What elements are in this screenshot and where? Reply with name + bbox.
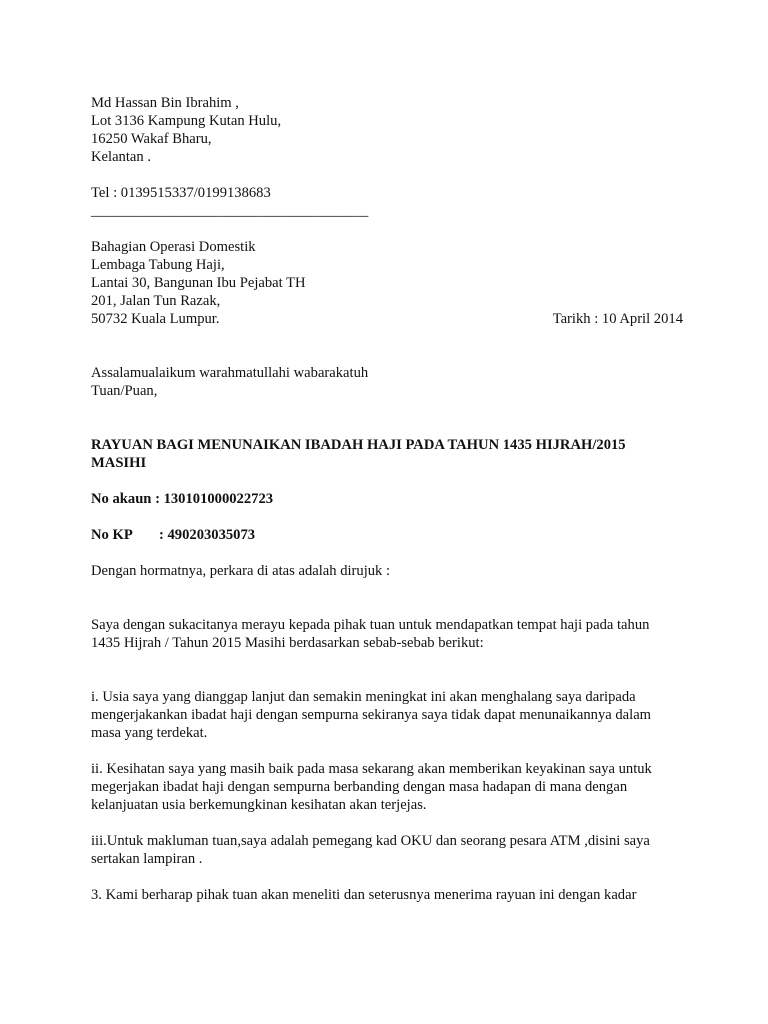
body-paragraph-5	[91, 886, 671, 904]
account-number: No akaun : 130101000022723	[91, 491, 274, 507]
sender-block	[91, 94, 671, 220]
paragraph-line: megerjakan ibadat haji dengan sempurna berbanding dengan masa hadapan di mana dengan	[91, 779, 628, 795]
salam-greeting: Assalamualaikum warahmatullahi wabarakatuh	[91, 365, 369, 381]
recipient-line: 50732 Kuala Lumpur.	[91, 311, 220, 327]
paragraph-line: ii. Kesihatan saya yang masih baik pada masa sekarang akan memberikan keyakinan saya untuk	[91, 761, 652, 777]
sender-telephone: Tel : 0139515337/0199138683	[91, 185, 271, 201]
letter-date: Tarikh : 10 April 2014	[552, 311, 683, 327]
subject-title-continued: MASIHI	[91, 455, 147, 471]
sender-address-line: Lot 3136 Kampung Kutan Hulu,	[91, 113, 282, 129]
body-paragraph-3	[91, 760, 671, 814]
paragraph-line: mengerjakankan ibadat haji dengan sempurna sekiranya saya tidak dapat menunaikannya dalam	[91, 707, 652, 723]
body-paragraph-4	[91, 832, 671, 868]
paragraph-line: 1435 Hijrah / Tahun 2015 Masihi berdasarkan sebab-sebab berikut:	[91, 635, 484, 651]
intro-paragraph: Dengan hormatnya, perkara di atas adalah dirujuk :	[91, 563, 391, 579]
letter-document	[91, 94, 683, 904]
recipient-line: Lantai 30, Bangunan Ibu Pejabat TH	[91, 275, 306, 291]
paragraph-line: 3. Kami berharap pihak tuan akan meneliti dan seterusnya menerima rayuan ini dengan kadar	[91, 887, 637, 903]
recipient-line: 201, Jalan Tun Razak,	[91, 293, 221, 309]
paragraph-line: iii.Untuk makluman tuan,saya adalah pemegang kad OKU dan seorang pesara ATM ,disini saya	[91, 833, 650, 849]
identity-card-value: : 490203035073	[159, 527, 256, 543]
recipient-block	[91, 238, 683, 328]
paragraph-line: i. Usia saya yang dianggap lanjut dan semakin meningkat ini akan menghalang saya daripada	[91, 689, 636, 705]
subject-title: RAYUAN BAGI MENUNAIKAN IBADAH HAJI PADA TAHUN 1435 HIJRAH/2015	[91, 437, 626, 453]
separator-rule: ______________________________________	[91, 203, 369, 219]
paragraph-line: sertakan lampiran .	[91, 851, 203, 867]
sender-address-line: 16250 Wakaf Bharu,	[91, 131, 212, 147]
recipient-line: Bahagian Operasi Domestik	[91, 239, 256, 255]
recipient-line: Lembaga Tabung Haji,	[91, 257, 225, 273]
paragraph-line: masa yang terdekat.	[91, 725, 208, 741]
identity-card-label: No KP	[91, 527, 133, 543]
body-paragraph-2	[91, 688, 671, 742]
sender-address-line: Kelantan .	[91, 149, 151, 165]
recipient-city-date-row	[91, 310, 683, 328]
subject-block	[91, 436, 671, 544]
sender-name: Md Hassan Bin Ibrahim ,	[91, 95, 239, 111]
identity-card-number	[91, 526, 671, 544]
greeting-block	[91, 364, 671, 400]
paragraph-line: kelanjuatan usia berkemungkinan kesihatan akan terjejas.	[91, 797, 427, 813]
paragraph-line: Saya dengan sukacitanya merayu kepada pihak tuan untuk mendapatkan tempat haji pada tahun	[91, 617, 650, 633]
body-paragraph-1	[91, 616, 671, 652]
salutation: Tuan/Puan,	[91, 383, 158, 399]
